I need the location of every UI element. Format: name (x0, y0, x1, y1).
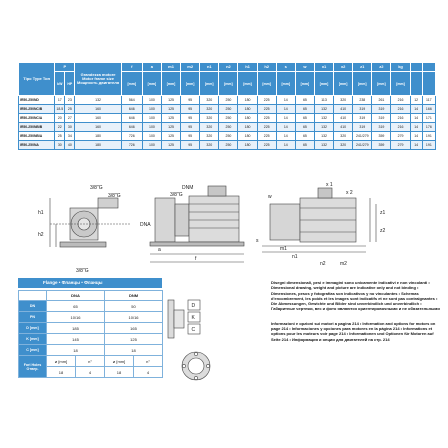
table-cell: 225 (257, 132, 276, 141)
col-h1-header: h1 (238, 63, 257, 72)
table-cell: IR50-250NC/B (19, 105, 55, 114)
table-cell: 319 (353, 105, 372, 114)
table-cell: IR50-250ND (19, 96, 55, 105)
table-cell: 14 (410, 105, 422, 114)
table-cell: IR50-250NC/A (19, 114, 55, 123)
table-cell: 180 (238, 132, 257, 141)
table-cell: 132 (314, 123, 333, 132)
flange-row (19, 345, 163, 356)
table-cell: 225 (257, 114, 276, 123)
blank-header-2 (422, 63, 435, 72)
blank-unit-2 (422, 72, 435, 96)
table-cell: 25 (55, 132, 65, 141)
pump-side-drawing (30, 180, 432, 275)
w-label: w (268, 194, 272, 200)
flange-col-dnm: DNM (105, 291, 163, 301)
unit-cell: [mm] (372, 72, 391, 96)
table-cell: 250 (219, 96, 238, 105)
f-label: f (195, 256, 197, 262)
table-cell: 95 (181, 132, 200, 141)
table-cell: 410 (334, 123, 353, 132)
table-cell: 320 (334, 132, 353, 141)
table-cell: 646 (121, 123, 142, 132)
table-row (19, 123, 436, 132)
flange-row-label: PN (19, 312, 47, 323)
table-cell: 65 (295, 132, 314, 141)
flange-cell: 18 (105, 367, 134, 378)
table-cell: 320 (200, 141, 219, 150)
col-x1-header: x1 (314, 63, 333, 72)
table-cell: IR50-250NB/B (19, 123, 55, 132)
table-row (19, 114, 436, 123)
table-cell: 646 (121, 105, 142, 114)
table-cell: 14 (276, 96, 295, 105)
table-cell: 160 (75, 114, 121, 123)
table-cell: 65 (295, 96, 314, 105)
flange-table (18, 290, 163, 378)
m1-label: m1 (280, 246, 287, 252)
flange-row-label: K [mm] (19, 334, 47, 345)
table-cell: 95 (181, 123, 200, 132)
table-cell: 160 (75, 105, 121, 114)
table-cell: 176 (422, 123, 435, 132)
table-cell: 18.5 (55, 105, 65, 114)
hp-header: HP (65, 72, 75, 96)
unit-cell: [mm] (276, 72, 295, 96)
table-cell: 726 (121, 141, 142, 150)
m2-label: m2 (340, 261, 347, 267)
s-label: s (256, 238, 259, 244)
flange-cell: ø [mm] (47, 356, 76, 367)
table-row (19, 96, 436, 105)
flange-k-label: K (191, 315, 195, 321)
flange-row (19, 301, 163, 312)
table-cell: 180 (75, 132, 121, 141)
table-cell: 180 (238, 123, 257, 132)
table-cell: 216 (391, 96, 410, 105)
unit-cell: [mm] (257, 72, 276, 96)
g-label-2: 3/8"G (108, 193, 121, 199)
table-cell: 95 (181, 141, 200, 150)
h2-label: h2 (38, 232, 44, 238)
unit-cell: [mm] (161, 72, 180, 96)
table-cell: 250 (219, 132, 238, 141)
table-cell: 40 (65, 141, 75, 150)
table-row (19, 105, 436, 114)
flange-row (19, 356, 163, 367)
table-cell: 180 (238, 96, 257, 105)
table-cell: 564 (121, 96, 142, 105)
table-cell: IR50-250NB/A (19, 132, 55, 141)
flange-cell: n° (134, 356, 163, 367)
table-cell: 117 (422, 96, 435, 105)
table-row (19, 132, 436, 141)
table-cell: 100 (142, 132, 161, 141)
table-cell: 320 (200, 105, 219, 114)
table-cell: 320 (334, 96, 353, 105)
table-cell: 171 (422, 114, 435, 123)
z2-label: z2 (380, 228, 386, 234)
table-cell: 65 (295, 141, 314, 150)
table-cell: 132 (314, 105, 333, 114)
table-cell: 250 (219, 114, 238, 123)
flange-drawing (166, 296, 252, 382)
table-cell: 216 (391, 105, 410, 114)
dna-label: DNA (140, 222, 151, 228)
table-cell: 180 (238, 114, 257, 123)
table-cell: 320 (200, 114, 219, 123)
table-cell: 14 (276, 114, 295, 123)
flange-row (19, 323, 163, 334)
unit-cell: [mm] (219, 72, 238, 96)
blank-header (410, 63, 422, 72)
table-cell: 125 (161, 96, 180, 105)
unit-cell: [mm] (353, 72, 372, 96)
flange-cell: 65 (47, 301, 105, 312)
n2-label: n2 (320, 261, 326, 267)
flange-row-label: C [mm] (19, 345, 47, 356)
table-cell: 12 (410, 96, 422, 105)
table-cell: 319 (372, 114, 391, 123)
n1-label: n1 (292, 254, 298, 260)
flange-cell: 4 (134, 367, 163, 378)
power-header: P (55, 63, 75, 72)
flange-cell: 18 (105, 345, 163, 356)
table-cell: 14 (276, 141, 295, 150)
table-cell: 320 (200, 132, 219, 141)
table-cell: 319 (372, 123, 391, 132)
table-cell: 320 (200, 96, 219, 105)
x1-label: x 1 (326, 182, 333, 188)
table-cell: 125 (161, 105, 180, 114)
col-m2-header: m2 (181, 63, 200, 72)
table-cell: 320 (200, 123, 219, 132)
table-cell: 250 (219, 141, 238, 150)
flange-d-label: D (191, 303, 196, 309)
col-m1-header: m1 (161, 63, 180, 72)
table-cell: 65 (295, 123, 314, 132)
table-cell: 160 (75, 123, 121, 132)
table-cell: 319 (353, 114, 372, 123)
table-cell: 132 (314, 141, 333, 150)
col-f-header: f (121, 63, 142, 72)
table-cell: 14 (410, 114, 422, 123)
flange-cell: 10/16 (105, 312, 163, 323)
table-cell: 410 (334, 105, 353, 114)
table-cell: 646 (121, 114, 142, 123)
table-header-row-top (19, 63, 436, 72)
col-n1-header: n1 (200, 63, 219, 72)
col-h2-header: h2 (257, 63, 276, 72)
unit-cell: [mm] (238, 72, 257, 96)
flange-table-title: Flange • Фланцы • Фланцы (18, 278, 162, 288)
table-cell: 113 (314, 96, 333, 105)
col-z2-header: z2 (372, 63, 391, 72)
flange-c-label: C (191, 327, 196, 333)
table-cell: 95 (181, 96, 200, 105)
flange-cell: 18 (47, 345, 105, 356)
kw-header: kW (55, 72, 65, 96)
col-w-header: w (295, 63, 314, 72)
flange-cell: ø [mm] (105, 356, 134, 367)
a-label: a (158, 247, 161, 253)
pump-dimensions-table (18, 62, 436, 150)
table-cell: 125 (161, 114, 180, 123)
table-cell: 27 (65, 114, 75, 123)
table-cell: 261 (372, 96, 391, 105)
flange-corner (19, 291, 47, 301)
table-cell: 25 (65, 105, 75, 114)
h1-label: h1 (38, 210, 44, 216)
table-cell: 225 (257, 141, 276, 150)
flange-row (19, 312, 163, 323)
flange-cell: n° (76, 356, 105, 367)
flange-col-dna: DNA (47, 291, 105, 301)
flange-row (19, 334, 163, 345)
flange-cell: 50 (105, 301, 163, 312)
table-cell: 17 (55, 96, 65, 105)
table-cell: 95 (181, 114, 200, 123)
table-cell: 216 (391, 123, 410, 132)
flange-cell: 185 (47, 323, 105, 334)
z1-label: z1 (380, 210, 386, 216)
flange-cell: 145 (47, 334, 105, 345)
notes-block (271, 280, 441, 351)
col-n2-header: n2 (219, 63, 238, 72)
table-cell: 125 (161, 123, 180, 132)
table-cell: 132 (314, 114, 333, 123)
table-cell: 14 (410, 132, 422, 141)
x2-label: x 2 (346, 190, 353, 196)
table-cell: 320 (334, 141, 353, 150)
unit-cell: [mm] (391, 72, 410, 96)
flange-cell: 10/16 (47, 312, 105, 323)
table-cell: 279 (391, 132, 410, 141)
table-cell: 250 (219, 105, 238, 114)
table-cell: 95 (181, 105, 200, 114)
table-cell: 180 (238, 141, 257, 150)
table-cell: 180 (75, 141, 121, 150)
flange-cell: 165 (105, 323, 163, 334)
table-cell: 225 (257, 105, 276, 114)
table-cell: 410 (334, 114, 353, 123)
pump-motor-side (150, 186, 244, 262)
flange-row-label: DN (19, 301, 47, 312)
col-x2-header: x2 (334, 63, 353, 72)
table-cell: 241/279 (353, 141, 372, 150)
note-motor-info: Informazioni e opzioni sui motori a pagina 214 • Information and options for motors on page 214 • Informaciones y opciones para motores en la página 214 • Informations et options pour les moteurs voir page 214 • Informationen und Optionen für Motoren auf Seite 214 • Информация и опции для двигателей на стр. 214 (271, 320, 436, 342)
type-header: Tipo Type Тип (19, 63, 55, 96)
table-cell: 30 (55, 141, 65, 150)
dnm-label: DNM (182, 185, 194, 191)
table-cell: 20 (55, 114, 65, 123)
motor-size-header: Grandezza motore Motor frame size Мощность двигателя (75, 63, 121, 96)
table-cell: 225 (257, 96, 276, 105)
table-cell: 359 (372, 141, 391, 150)
unit-cell: [mm] (181, 72, 200, 96)
table-cell: 14 (410, 141, 422, 150)
pump-body-left (50, 198, 130, 247)
g-label-1: 3/8"G (90, 185, 103, 191)
table-cell: 359 (372, 132, 391, 141)
unit-cell: [mm] (314, 72, 333, 96)
col-kg-header: kg (391, 63, 410, 72)
table-cell: 125 (161, 132, 180, 141)
table-cell: 100 (142, 96, 161, 105)
table-cell: 14 (276, 132, 295, 141)
table-cell: 191 (422, 141, 435, 150)
table-cell: 14 (410, 123, 422, 132)
table-cell: IR50-250NA (19, 141, 55, 150)
flange-row-label: D [mm] (19, 323, 47, 334)
table-cell: 100 (142, 123, 161, 132)
table-cell: 100 (142, 114, 161, 123)
table-row (19, 141, 436, 150)
unit-cell: [mm] (295, 72, 314, 96)
table-cell: 23 (65, 96, 75, 105)
table-cell: 100 (142, 141, 161, 150)
blank-unit (410, 72, 422, 96)
unit-cell: [mm] (334, 72, 353, 96)
table-cell: 319 (353, 123, 372, 132)
unit-cell: [mm] (200, 72, 219, 96)
g-label-4: 3/8"G (170, 192, 183, 198)
table-cell: 14 (276, 123, 295, 132)
unit-cell: [mm] (142, 72, 161, 96)
table-cell: 166 (422, 105, 435, 114)
table-cell: 279 (391, 141, 410, 150)
table-cell: 241/279 (353, 132, 372, 141)
table-cell: 22 (55, 123, 65, 132)
col-s-header: s (276, 63, 295, 72)
col-z1-header: z1 (353, 63, 372, 72)
table-cell: 30 (65, 123, 75, 132)
note-disclaimer: Disegni dimensionali, pesi e immagini sono unicamente indicativi e non vincolanti • Dimensional drawing, weight and picture are indicative only and not binding • Dimensiones, pesos y fotografías son indicativos y no vinculantes • Schemas d'encombrement, les poids et les images sont indicatifs et ne sont pas contraignantes • Die Abmessungen, Gewichte und Bilder sind unverbindlich und unverbindlich • Габаритные чертежи, вес и фото являются ориентировочными и не обязательными (271, 280, 440, 312)
table-cell: 14 (276, 105, 295, 114)
motor-end-view (262, 188, 376, 252)
g-label-3: 3/8"G (76, 268, 89, 274)
table-cell: 225 (257, 123, 276, 132)
table-cell: 65 (295, 105, 314, 114)
col-a-header: a (142, 63, 161, 72)
table-cell: 125 (161, 141, 180, 150)
table-cell: 180 (238, 105, 257, 114)
table-cell: 250 (219, 123, 238, 132)
table-cell: 726 (121, 132, 142, 141)
flange-cell: 4 (76, 367, 105, 378)
flange-cell: 125 (105, 334, 163, 345)
flange-cell: 18 (47, 367, 76, 378)
table-cell: 319 (372, 105, 391, 114)
table-cell: 132 (75, 96, 121, 105)
unit-cell: [mm] (121, 72, 142, 96)
table-cell: 65 (295, 114, 314, 123)
table-cell: 132 (314, 132, 333, 141)
table-cell: 238 (353, 96, 372, 105)
table-cell: 191 (422, 132, 435, 141)
table-cell: 34 (65, 132, 75, 141)
flange-row-label: Fori Holes Отвер. (19, 356, 47, 378)
table-cell: 216 (391, 114, 410, 123)
table-cell: 100 (142, 105, 161, 114)
